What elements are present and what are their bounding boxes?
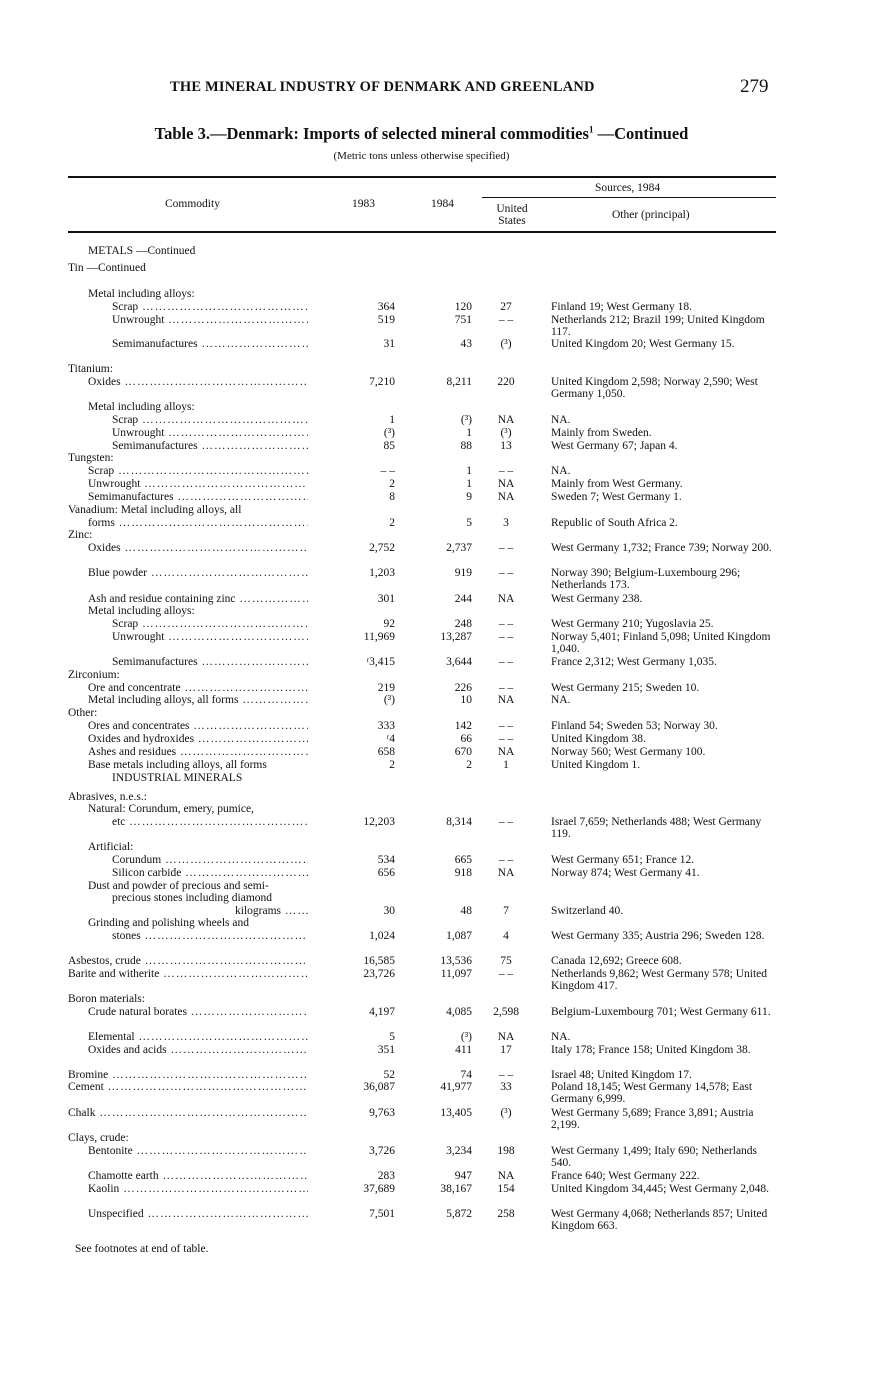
- value-1983: 364: [377, 301, 395, 313]
- value-1983: 11,969: [363, 631, 395, 643]
- value-1983: 36,087: [363, 1081, 395, 1093]
- value-other-sources: Norway 5,401; Finland 5,098; United Kingdom 1,040.: [551, 631, 771, 655]
- footnote: See footnotes at end of table.: [75, 1243, 209, 1255]
- value-1983: 9,763: [369, 1107, 395, 1119]
- value-1984: 2,737: [446, 542, 472, 554]
- value-other-sources: Sweden 7; West Germany 1.: [551, 491, 682, 503]
- value-other-sources: United Kingdom 20; West Germany 15.: [551, 338, 735, 350]
- value-other-sources: Mainly from West Germany.: [551, 478, 683, 490]
- commodity-label: stones ………………………………………………………………………………………………………………: [112, 930, 308, 942]
- value-other-sources: France 2,312; West Germany 1,035.: [551, 656, 717, 668]
- value-1983: 37,689: [363, 1183, 395, 1195]
- value-united-states: 75: [500, 955, 512, 967]
- value-1983: 30: [383, 905, 395, 917]
- value-other-sources: Finland 19; West Germany 18.: [551, 301, 692, 313]
- commodity-label: Corundum ………………………………………………………………………………………………………………: [112, 854, 308, 866]
- value-1983: 16,585: [363, 955, 395, 967]
- value-1984: 244: [454, 593, 472, 605]
- value-united-states: NA: [497, 478, 515, 490]
- value-1984: 1: [466, 427, 472, 439]
- commodity-label: Ashes and residues ………………………………………………………………………………………………………………: [88, 746, 308, 758]
- commodity-label: Bentonite ………………………………………………………………………………………………………………: [88, 1145, 308, 1157]
- value-1983: 23,726: [363, 968, 395, 980]
- commodity-label: Semimanufactures ………………………………………………………………………………………………………………: [88, 491, 308, 503]
- value-other-sources: West Germany 215; Sweden 10.: [551, 682, 700, 694]
- value-1983: ʳ4: [386, 733, 395, 745]
- commodity-label: Oxides and acids ………………………………………………………………………………………………………………: [88, 1044, 308, 1056]
- value-1983: (³): [383, 427, 395, 439]
- value-united-states: NA: [497, 746, 515, 758]
- value-united-states: 33: [500, 1081, 512, 1093]
- commodity-label: METALS —Continued: [88, 245, 196, 257]
- value-united-states: NA: [497, 414, 515, 426]
- page-number: 279: [740, 76, 769, 97]
- value-other-sources: United Kingdom 1.: [551, 759, 641, 771]
- value-1984: 5,872: [446, 1208, 472, 1220]
- value-other-sources: Israel 7,659; Netherlands 488; West Germany 119.: [551, 816, 762, 840]
- value-other-sources: United Kingdom 38.: [551, 733, 646, 745]
- value-1983: 31: [383, 338, 395, 350]
- value-1984: 9: [466, 491, 472, 503]
- value-other-sources: West Germany 1,499; Italy 690; Netherlands 540.: [551, 1145, 758, 1169]
- value-1984: 4,085: [446, 1006, 472, 1018]
- value-1983: 534: [377, 854, 395, 866]
- value-1984: 248: [454, 618, 472, 630]
- commodity-label: Crude natural borates ………………………………………………………………………………………………………………: [88, 1006, 308, 1018]
- value-united-states: – –: [498, 1069, 514, 1081]
- commodity-label: Artificial:: [88, 841, 134, 853]
- value-other-sources: Switzerland 40.: [551, 905, 624, 917]
- commodity-label: INDUSTRIAL MINERALS: [112, 772, 243, 784]
- value-united-states: 198: [497, 1145, 515, 1157]
- commodity-label: Semimanufactures ………………………………………………………………………………………………………………: [112, 338, 308, 350]
- value-other-sources: Norway 560; West Germany 100.: [551, 746, 706, 758]
- value-other-sources: West Germany 651; France 12.: [551, 854, 695, 866]
- commodity-label: Tungsten:: [68, 452, 114, 464]
- value-other-sources: Norway 874; West Germany 41.: [551, 867, 700, 879]
- value-united-states: 2,598: [493, 1006, 519, 1018]
- footnote-ref: 1: [588, 124, 594, 135]
- value-1983: 1,203: [369, 567, 395, 579]
- value-other-sources: West Germany 1,732; France 739; Norway 200.: [551, 542, 772, 554]
- value-other-sources: Netherlands 9,862; West Germany 578; United Kingdom 417.: [551, 968, 768, 992]
- commodity-label: Unwrought ………………………………………………………………………………………………………………: [88, 478, 308, 490]
- commodity-label: Elemental ………………………………………………………………………………………………………………: [88, 1031, 308, 1043]
- commodity-label: Blue powder ………………………………………………………………………………………………………………: [88, 567, 308, 579]
- value-other-sources: West Germany 67; Japan 4.: [551, 440, 678, 452]
- commodity-label: etc ………………………………………………………………………………………………………………: [112, 816, 308, 828]
- table-title-text: Table 3.—Denmark: Imports of selected mineral commodities: [154, 124, 589, 143]
- value-1983: 283: [377, 1170, 395, 1182]
- header-1983: 1983: [352, 198, 375, 210]
- commodity-label: Ash and residue containing zinc ………………………………………………………………………………………………………………: [88, 593, 308, 605]
- commodity-label: Natural: Corundum, emery, pumice,: [88, 803, 254, 815]
- value-other-sources: Belgium-Luxembourg 701; West Germany 611.: [551, 1006, 771, 1018]
- value-united-states: 27: [500, 301, 512, 313]
- value-1983: 52: [383, 1069, 395, 1081]
- value-united-states: – –: [498, 618, 514, 630]
- value-other-sources: Poland 18,145; West Germany 14,578; East Germany 6,999.: [551, 1081, 753, 1105]
- header-sources: Sources, 1984: [595, 182, 661, 194]
- value-united-states: (³): [500, 1107, 512, 1119]
- value-1984: 11,097: [440, 968, 472, 980]
- commodity-label: Metal including alloys:: [88, 401, 195, 413]
- value-1983: 2,752: [369, 542, 395, 554]
- value-1984: 665: [454, 854, 472, 866]
- value-united-states: – –: [498, 733, 514, 745]
- value-united-states: – –: [498, 631, 514, 643]
- commodity-label: Unspecified ………………………………………………………………………………………………………………: [88, 1208, 308, 1220]
- value-united-states: 17: [500, 1044, 512, 1056]
- value-other-sources: West Germany 4,068; Netherlands 857; United Kingdom 663.: [551, 1208, 768, 1232]
- value-united-states: NA: [497, 867, 515, 879]
- value-1984: 1: [466, 478, 472, 490]
- value-1983: 2: [389, 759, 395, 771]
- value-other-sources: West Germany 238.: [551, 593, 643, 605]
- value-other-sources: Mainly from Sweden.: [551, 427, 652, 439]
- commodity-label: Silicon carbide ………………………………………………………………………………………………………………: [112, 867, 308, 879]
- value-other-sources: West Germany 5,689; France 3,891; Austria 2,199.: [551, 1107, 754, 1131]
- value-1984: 88: [460, 440, 472, 452]
- value-1983: 658: [377, 746, 395, 758]
- value-1983: 333: [377, 720, 395, 732]
- value-united-states: NA: [497, 593, 515, 605]
- value-united-states: – –: [498, 816, 514, 828]
- sources-rule: [482, 197, 776, 198]
- commodity-label: Tin —Continued: [68, 262, 146, 274]
- value-1983: 12,203: [363, 816, 395, 828]
- header-bottom-rule: [68, 231, 776, 233]
- value-other-sources: West Germany 335; Austria 296; Sweden 128.: [551, 930, 765, 942]
- value-1984: 411: [455, 1044, 472, 1056]
- commodity-label: Oxides ………………………………………………………………………………………………………………: [88, 542, 308, 554]
- value-united-states: – –: [498, 720, 514, 732]
- value-united-states: 258: [497, 1208, 515, 1220]
- value-1984: 38,167: [440, 1183, 472, 1195]
- commodity-label: Titanium:: [68, 363, 113, 375]
- value-other-sources: United Kingdom 2,598; Norway 2,590; West Germany 1,050.: [551, 376, 758, 400]
- value-1984: 43: [460, 338, 472, 350]
- value-united-states: (³): [500, 338, 512, 350]
- header-commodity: Commodity: [165, 198, 220, 210]
- value-1984: 120: [454, 301, 472, 313]
- commodity-label: Unwrought ………………………………………………………………………………………………………………: [112, 314, 308, 326]
- commodity-label: Scrap ………………………………………………………………………………………………………………: [112, 618, 308, 630]
- value-other-sources: Italy 178; France 158; United Kingdom 38.: [551, 1044, 751, 1056]
- header-other-principal: Other (principal): [612, 209, 690, 221]
- value-1983: 3,726: [369, 1145, 395, 1157]
- value-1984: 13,405: [440, 1107, 472, 1119]
- commodity-label: Oxides and hydroxides ………………………………………………………………………………………………………………: [88, 733, 308, 745]
- value-united-states: 3: [503, 517, 509, 529]
- commodity-label: Grinding and polishing wheels and: [88, 917, 249, 929]
- table-subtitle: (Metric tons unless otherwise specified): [333, 150, 510, 162]
- value-1983: 301: [377, 593, 395, 605]
- value-1984: 13,536: [440, 955, 472, 967]
- commodity-label: Oxides ………………………………………………………………………………………………………………: [88, 376, 308, 388]
- commodity-label: Zirconium:: [68, 669, 120, 681]
- value-1983: 656: [377, 867, 395, 879]
- commodity-label: Metal including alloys:: [88, 605, 195, 617]
- value-united-states: 1: [503, 759, 509, 771]
- value-1983: 8: [389, 491, 395, 503]
- value-united-states: – –: [498, 465, 514, 477]
- value-other-sources: Netherlands 212; Brazil 199; United Kingdom 117.: [551, 314, 765, 338]
- value-1983: 219: [377, 682, 395, 694]
- commodity-label: Scrap ………………………………………………………………………………………………………………: [112, 414, 308, 426]
- value-other-sources: United Kingdom 34,445; West Germany 2,048.: [551, 1183, 769, 1195]
- commodity-label: Abrasives, n.e.s.:: [68, 791, 147, 803]
- value-united-states: 220: [497, 376, 515, 388]
- value-1984: 41,977: [440, 1081, 472, 1093]
- value-1983: 519: [377, 314, 395, 326]
- value-other-sources: Canada 12,692; Greece 608.: [551, 955, 682, 967]
- value-united-states: – –: [498, 854, 514, 866]
- value-1984: 919: [454, 567, 472, 579]
- commodity-label: forms ………………………………………………………………………………………………………………: [88, 517, 308, 529]
- value-1984: 3,234: [446, 1145, 472, 1157]
- value-united-states: NA: [497, 694, 515, 706]
- value-united-states: – –: [498, 968, 514, 980]
- value-other-sources: Norway 390; Belgium-Luxembourg 296; Netherlands 173.: [551, 567, 741, 591]
- value-united-states: 13: [500, 440, 512, 452]
- value-1984: 226: [454, 682, 472, 694]
- value-united-states: NA: [497, 1170, 515, 1182]
- value-1984: 13,287: [440, 631, 472, 643]
- value-1983: 92: [383, 618, 395, 630]
- value-united-states: – –: [498, 656, 514, 668]
- commodity-label: Kaolin ………………………………………………………………………………………………………………: [88, 1183, 308, 1195]
- commodity-label: Zinc:: [68, 529, 93, 541]
- value-united-states: 4: [503, 930, 509, 942]
- value-1984: 8,211: [446, 376, 472, 388]
- value-1983: 2: [389, 517, 395, 529]
- value-1984: 8,314: [446, 816, 472, 828]
- value-1984: 2: [466, 759, 472, 771]
- value-other-sources: NA.: [551, 1031, 571, 1043]
- value-united-states: – –: [498, 682, 514, 694]
- value-other-sources: NA.: [551, 694, 571, 706]
- value-other-sources: France 640; West Germany 222.: [551, 1170, 700, 1182]
- value-united-states: 7: [503, 905, 509, 917]
- value-united-states: – –: [498, 314, 514, 326]
- commodity-label: Dust and powder of precious and semi-: [88, 880, 269, 892]
- value-other-sources: Finland 54; Sweden 53; Norway 30.: [551, 720, 718, 732]
- value-1984: 74: [460, 1069, 472, 1081]
- value-1984: (³): [460, 414, 472, 426]
- value-1984: 1: [466, 465, 472, 477]
- header-united-states: United States: [496, 203, 528, 227]
- value-united-states: 154: [497, 1183, 515, 1195]
- commodity-label: Bromine ………………………………………………………………………………………………………………: [68, 1069, 308, 1081]
- commodity-label: Clays, crude:: [68, 1132, 129, 1144]
- commodity-label: Ore and concentrate ………………………………………………………………………………………………………………: [88, 682, 308, 694]
- value-other-sources: West Germany 210; Yugoslavia 25.: [551, 618, 714, 630]
- header-1984: 1984: [431, 198, 454, 210]
- value-united-states: NA: [497, 1031, 515, 1043]
- commodity-label: Base metals including alloys, all forms: [88, 759, 267, 771]
- value-1984: 1,087: [446, 930, 472, 942]
- value-1983: 2: [389, 478, 395, 490]
- value-1983: 351: [377, 1044, 395, 1056]
- commodity-label: Chalk ………………………………………………………………………………………………………………: [68, 1107, 308, 1119]
- value-1983: 85: [383, 440, 395, 452]
- commodity-label: Scrap ………………………………………………………………………………………………………………: [88, 465, 308, 477]
- value-1983: (³): [383, 694, 395, 706]
- table-title-suffix: —Continued: [593, 124, 689, 143]
- value-1984: 918: [454, 867, 472, 879]
- value-1983: – –: [380, 465, 395, 477]
- value-1983: 5: [389, 1031, 395, 1043]
- value-1984: 5: [466, 517, 472, 529]
- value-1983: 1: [389, 414, 395, 426]
- commodity-label: Asbestos, crude ………………………………………………………………………………………………………………: [68, 955, 308, 967]
- commodity-label: Vanadium: Metal including alloys, all: [68, 504, 242, 516]
- commodity-label: Scrap ………………………………………………………………………………………………………………: [112, 301, 308, 313]
- value-1984: (³): [460, 1031, 472, 1043]
- commodity-label: Other:: [68, 707, 98, 719]
- table-top-rule: [68, 176, 776, 178]
- value-1984: 10: [460, 694, 472, 706]
- value-1983: 7,501: [369, 1208, 395, 1220]
- value-1983: ʳ3,415: [366, 656, 395, 668]
- value-united-states: – –: [498, 567, 514, 579]
- value-united-states: NA: [497, 491, 515, 503]
- value-united-states: – –: [498, 542, 514, 554]
- commodity-label: Semimanufactures ………………………………………………………………………………………………………………: [112, 440, 308, 452]
- value-1984: 751: [454, 314, 472, 326]
- commodity-label: Ores and concentrates ………………………………………………………………………………………………………………: [88, 720, 308, 732]
- commodity-label: Cement ………………………………………………………………………………………………………………: [68, 1081, 308, 1093]
- value-1983: 1,024: [369, 930, 395, 942]
- value-united-states: (³): [500, 427, 512, 439]
- value-other-sources: NA.: [551, 465, 571, 477]
- value-1984: 670: [454, 746, 472, 758]
- commodity-label: Metal including alloys, all forms ………………………………………………………………………………………………………………: [88, 694, 308, 706]
- running-head: THE MINERAL INDUSTRY OF DENMARK AND GREENLAND: [170, 79, 595, 95]
- value-1984: 48: [460, 905, 472, 917]
- commodity-label: Boron materials:: [68, 993, 145, 1005]
- value-other-sources: Republic of South Africa 2.: [551, 517, 678, 529]
- commodity-label: Barite and witherite ………………………………………………………………………………………………………………: [68, 968, 308, 980]
- commodity-label: Chamotte earth ………………………………………………………………………………………………………………: [88, 1170, 308, 1182]
- commodity-label: Metal including alloys:: [88, 288, 195, 300]
- commodity-label: Unwrought ………………………………………………………………………………………………………………: [112, 427, 308, 439]
- value-1983: 4,197: [369, 1006, 395, 1018]
- commodity-label: Unwrought ………………………………………………………………………………………………………………: [112, 631, 308, 643]
- value-1984: 947: [454, 1170, 472, 1182]
- value-1984: 3,644: [446, 656, 472, 668]
- commodity-label: precious stones including diamond: [112, 892, 273, 904]
- value-other-sources: Israel 48; United Kingdom 17.: [551, 1069, 692, 1081]
- commodity-label: Semimanufactures ………………………………………………………………………………………………………………: [112, 656, 308, 668]
- value-1983: 7,210: [369, 376, 395, 388]
- commodity-label: kilograms ………………………………………………………………………………………………………………: [235, 905, 308, 917]
- value-other-sources: NA.: [551, 414, 571, 426]
- value-1984: 142: [454, 720, 472, 732]
- table-title: [0, 124, 843, 144]
- value-1984: 66: [460, 733, 472, 745]
